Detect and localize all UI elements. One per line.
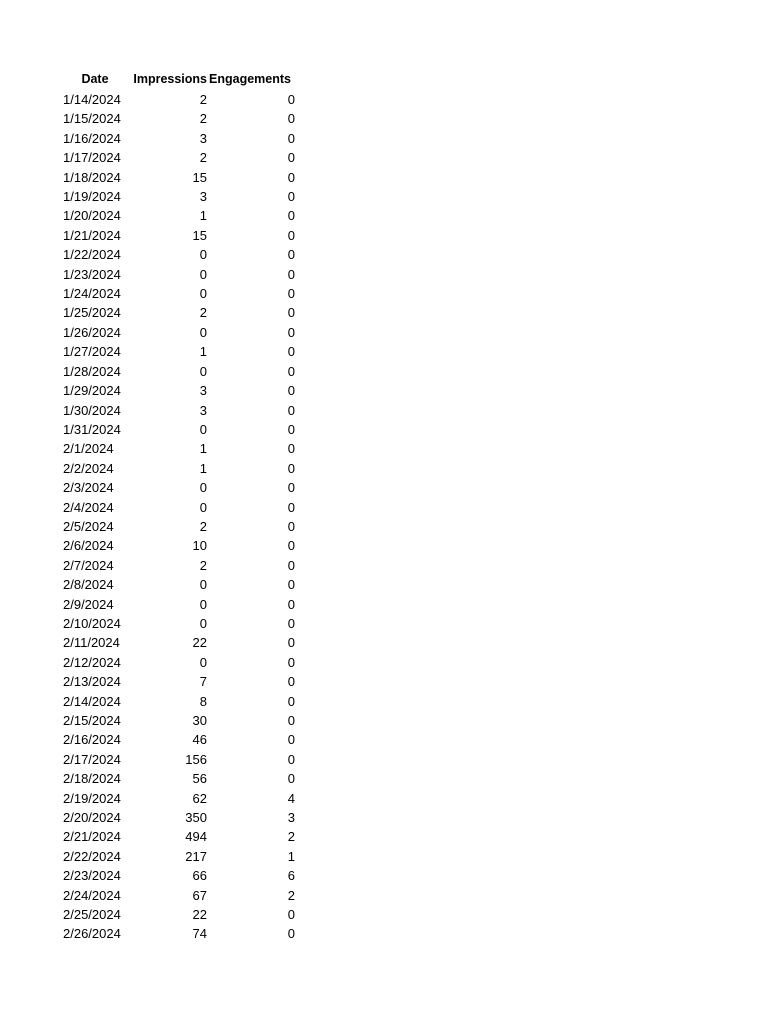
cell-date[interactable]: 2/18/2024 <box>63 771 121 787</box>
table-row <box>61 148 295 167</box>
cell-impressions[interactable]: 1 <box>199 208 207 224</box>
cell-date[interactable]: 2/22/2024 <box>63 848 121 864</box>
cell-date[interactable]: 2/23/2024 <box>63 868 121 884</box>
cell-impressions[interactable]: 2 <box>199 557 207 573</box>
cell-date[interactable]: 2/26/2024 <box>63 926 121 942</box>
cell-engagements[interactable]: 0 <box>287 460 295 476</box>
cell-date[interactable]: 2/12/2024 <box>63 654 121 670</box>
table-row <box>61 90 295 109</box>
cell-engagements[interactable]: 0 <box>287 169 295 185</box>
cell-impressions[interactable]: 2 <box>199 150 207 166</box>
cell-engagements[interactable]: 0 <box>287 635 295 651</box>
cell-impressions[interactable]: 2 <box>199 518 207 534</box>
cell-engagements[interactable]: 0 <box>287 557 295 573</box>
cell-engagements[interactable]: 0 <box>287 654 295 670</box>
cell-impressions[interactable]: 66 <box>192 868 207 884</box>
cell-engagements[interactable]: 0 <box>287 615 295 631</box>
cell-date[interactable]: 2/5/2024 <box>63 518 114 534</box>
table-row <box>61 517 295 536</box>
cell-engagements[interactable]: 1 <box>287 848 295 864</box>
cell-date[interactable]: 1/24/2024 <box>63 286 121 302</box>
cell-date[interactable]: 1/14/2024 <box>63 92 121 107</box>
cell-engagements[interactable]: 0 <box>287 286 295 302</box>
cell-engagements[interactable]: 0 <box>287 674 295 690</box>
table-row <box>61 459 295 478</box>
cell-impressions[interactable]: 15 <box>192 227 207 243</box>
table-row <box>61 284 295 303</box>
cell-date[interactable]: 2/19/2024 <box>63 790 121 806</box>
cell-engagements[interactable]: 0 <box>287 713 295 728</box>
cell-impressions[interactable]: 22 <box>192 635 207 651</box>
table-row <box>61 478 295 497</box>
cell-impressions[interactable]: 350 <box>185 810 207 826</box>
cell-engagements[interactable]: 0 <box>287 130 295 146</box>
cell-engagements[interactable]: 3 <box>287 810 295 826</box>
table-row <box>61 323 295 342</box>
cell-date[interactable]: 2/4/2024 <box>63 499 114 515</box>
cell-date[interactable]: 2/16/2024 <box>63 732 121 748</box>
table-row <box>61 711 295 730</box>
cell-engagements[interactable]: 0 <box>287 421 295 437</box>
cell-impressions[interactable]: 2 <box>199 111 207 127</box>
cell-engagements[interactable]: 0 <box>287 227 295 243</box>
table-row <box>61 187 295 206</box>
cell-date[interactable]: 2/2/2024 <box>63 460 114 476</box>
cell-impressions[interactable]: 0 <box>199 324 207 340</box>
table-row <box>61 866 295 885</box>
cell-date[interactable]: 2/8/2024 <box>63 577 114 593</box>
table-row <box>61 769 295 788</box>
table-row <box>61 808 295 827</box>
table-row <box>61 847 295 866</box>
table-row <box>61 303 295 322</box>
cell-engagements[interactable]: 0 <box>287 751 295 767</box>
cell-impressions[interactable]: 46 <box>192 732 207 748</box>
cell-engagements[interactable]: 0 <box>287 538 295 554</box>
table-row <box>61 401 295 420</box>
table-row <box>61 420 295 439</box>
data-table <box>61 68 295 944</box>
table-row <box>61 653 295 672</box>
cell-impressions[interactable]: 0 <box>199 499 207 515</box>
cell-date[interactable]: 1/22/2024 <box>63 247 121 263</box>
cell-engagements[interactable]: 0 <box>287 499 295 515</box>
cell-engagements[interactable]: 0 <box>287 907 295 923</box>
table-row <box>61 362 295 381</box>
cell-date[interactable]: 2/11/2024 <box>63 635 120 651</box>
cell-date[interactable]: 2/10/2024 <box>63 615 121 631</box>
cell-impressions[interactable]: 0 <box>199 654 207 670</box>
cell-date[interactable]: 2/7/2024 <box>63 557 114 573</box>
cell-date[interactable]: 1/30/2024 <box>63 402 121 418</box>
table-row <box>61 924 295 943</box>
table-row <box>61 614 295 633</box>
cell-engagements[interactable]: 0 <box>287 402 295 418</box>
table-row <box>61 595 295 614</box>
table-row <box>61 750 295 769</box>
cell-engagements[interactable]: 0 <box>287 771 295 787</box>
cell-engagements[interactable]: 0 <box>287 480 295 496</box>
cell-date[interactable]: 1/15/2024 <box>63 111 121 127</box>
table-row <box>61 498 295 517</box>
table-row <box>61 265 295 284</box>
cell-impressions[interactable]: 3 <box>199 130 207 146</box>
cell-engagements[interactable]: 2 <box>287 887 295 903</box>
cell-impressions[interactable]: 494 <box>185 829 207 845</box>
cell-impressions[interactable]: 0 <box>199 266 207 282</box>
table-row <box>61 168 295 187</box>
header-impressions[interactable]: Impressions <box>133 72 207 86</box>
cell-engagements[interactable]: 0 <box>287 441 295 457</box>
header-date[interactable]: Date <box>81 72 109 86</box>
cell-impressions[interactable]: 0 <box>199 480 207 496</box>
cell-date[interactable]: 1/17/2024 <box>63 150 121 166</box>
cell-engagements[interactable]: 0 <box>287 189 295 205</box>
table-row <box>61 206 295 225</box>
cell-engagements[interactable]: 0 <box>287 693 295 709</box>
cell-date[interactable]: 2/15/2024 <box>63 713 121 728</box>
cell-engagements[interactable]: 0 <box>287 596 295 612</box>
cell-impressions[interactable]: 15 <box>192 169 207 185</box>
cell-impressions[interactable]: 217 <box>185 848 207 864</box>
table-row <box>61 439 295 458</box>
cell-date[interactable]: 1/31/2024 <box>63 421 121 437</box>
table-row <box>61 905 295 924</box>
header-engagements[interactable]: Engagements <box>209 72 291 86</box>
cell-impressions[interactable]: 0 <box>199 247 207 263</box>
cell-engagements[interactable]: 0 <box>287 577 295 593</box>
table-row <box>61 245 295 264</box>
cell-engagements[interactable]: 0 <box>287 208 295 224</box>
cell-date[interactable]: 1/28/2024 <box>63 363 121 379</box>
cell-engagements[interactable]: 0 <box>287 305 295 321</box>
cell-date[interactable]: 2/1/2024 <box>63 441 114 457</box>
cell-impressions[interactable]: 1 <box>199 441 207 457</box>
cell-date[interactable]: 2/3/2024 <box>63 480 114 496</box>
cell-impressions[interactable]: 0 <box>199 421 207 437</box>
cell-date[interactable]: 2/9/2024 <box>63 596 114 612</box>
cell-impressions[interactable]: 2 <box>199 92 207 107</box>
cell-date[interactable]: 2/20/2024 <box>63 810 121 826</box>
cell-impressions[interactable]: 0 <box>199 615 207 631</box>
cell-date[interactable]: 1/18/2024 <box>63 169 121 185</box>
cell-date[interactable]: 2/6/2024 <box>63 538 114 554</box>
spreadsheet-sheet <box>61 68 295 944</box>
cell-impressions[interactable]: 156 <box>185 751 207 767</box>
cell-engagements[interactable]: 0 <box>287 344 295 360</box>
table-row <box>61 226 295 245</box>
cell-impressions[interactable]: 67 <box>192 887 207 903</box>
cell-impressions[interactable]: 8 <box>199 693 207 709</box>
cell-date[interactable]: 1/27/2024 <box>63 344 121 360</box>
cell-engagements[interactable]: 6 <box>287 868 295 884</box>
cell-impressions[interactable]: 1 <box>199 344 207 360</box>
cell-impressions[interactable]: 30 <box>192 713 207 728</box>
cell-engagements[interactable]: 0 <box>287 518 295 534</box>
cell-impressions[interactable]: 74 <box>192 926 207 942</box>
table-row <box>61 342 295 361</box>
cell-date[interactable]: 2/24/2024 <box>63 887 121 903</box>
cell-date[interactable]: 1/26/2024 <box>63 324 121 340</box>
cell-engagements[interactable]: 0 <box>287 926 295 942</box>
table-row <box>61 129 295 148</box>
cell-engagements[interactable]: 0 <box>287 92 295 107</box>
cell-engagements[interactable]: 0 <box>287 324 295 340</box>
cell-engagements[interactable]: 2 <box>287 829 295 845</box>
table-row <box>61 109 295 128</box>
cell-impressions[interactable]: 2 <box>199 305 207 321</box>
cell-date[interactable]: 2/21/2024 <box>63 829 121 845</box>
cell-date[interactable]: 2/25/2024 <box>63 907 121 923</box>
table-body <box>61 90 295 944</box>
cell-date[interactable]: 1/23/2024 <box>63 266 121 282</box>
table-row <box>61 633 295 652</box>
cell-date[interactable]: 1/29/2024 <box>63 383 121 399</box>
cell-impressions[interactable]: 3 <box>199 383 207 399</box>
cell-impressions[interactable]: 3 <box>199 402 207 418</box>
table-row <box>61 381 295 400</box>
cell-impressions[interactable]: 1 <box>199 460 207 476</box>
cell-impressions[interactable]: 62 <box>192 790 207 806</box>
table-row <box>61 536 295 555</box>
cell-engagements[interactable]: 0 <box>287 732 295 748</box>
cell-engagements[interactable]: 4 <box>287 790 295 806</box>
cell-engagements[interactable]: 0 <box>287 383 295 399</box>
table-row <box>61 886 295 905</box>
cell-impressions[interactable]: 0 <box>199 363 207 379</box>
cell-impressions[interactable]: 0 <box>199 286 207 302</box>
cell-date[interactable]: 2/14/2024 <box>63 693 121 709</box>
cell-date[interactable]: 2/13/2024 <box>63 674 121 690</box>
table-row <box>61 672 295 691</box>
table-row <box>61 730 295 749</box>
cell-impressions[interactable]: 0 <box>199 596 207 612</box>
header-row <box>61 68 295 90</box>
cell-date[interactable]: 1/21/2024 <box>63 227 121 243</box>
table-row <box>61 575 295 594</box>
cell-engagements[interactable]: 0 <box>287 266 295 282</box>
cell-date[interactable]: 2/17/2024 <box>63 751 121 767</box>
cell-impressions[interactable]: 22 <box>192 907 207 923</box>
table-row <box>61 556 295 575</box>
cell-impressions[interactable]: 3 <box>199 189 207 205</box>
cell-impressions[interactable]: 56 <box>192 771 207 787</box>
cell-impressions[interactable]: 10 <box>192 538 207 554</box>
cell-engagements[interactable]: 0 <box>287 247 295 263</box>
cell-engagements[interactable]: 0 <box>287 363 295 379</box>
cell-engagements[interactable]: 0 <box>287 150 295 166</box>
cell-impressions[interactable]: 0 <box>199 577 207 593</box>
cell-date[interactable]: 1/16/2024 <box>63 130 121 146</box>
cell-impressions[interactable]: 7 <box>199 674 207 690</box>
table-row <box>61 789 295 808</box>
cell-date[interactable]: 1/20/2024 <box>63 208 121 224</box>
cell-date[interactable]: 1/19/2024 <box>63 189 121 205</box>
table-row <box>61 692 295 711</box>
cell-date[interactable]: 1/25/2024 <box>63 305 121 321</box>
cell-engagements[interactable]: 0 <box>287 111 295 127</box>
table-row <box>61 827 295 846</box>
